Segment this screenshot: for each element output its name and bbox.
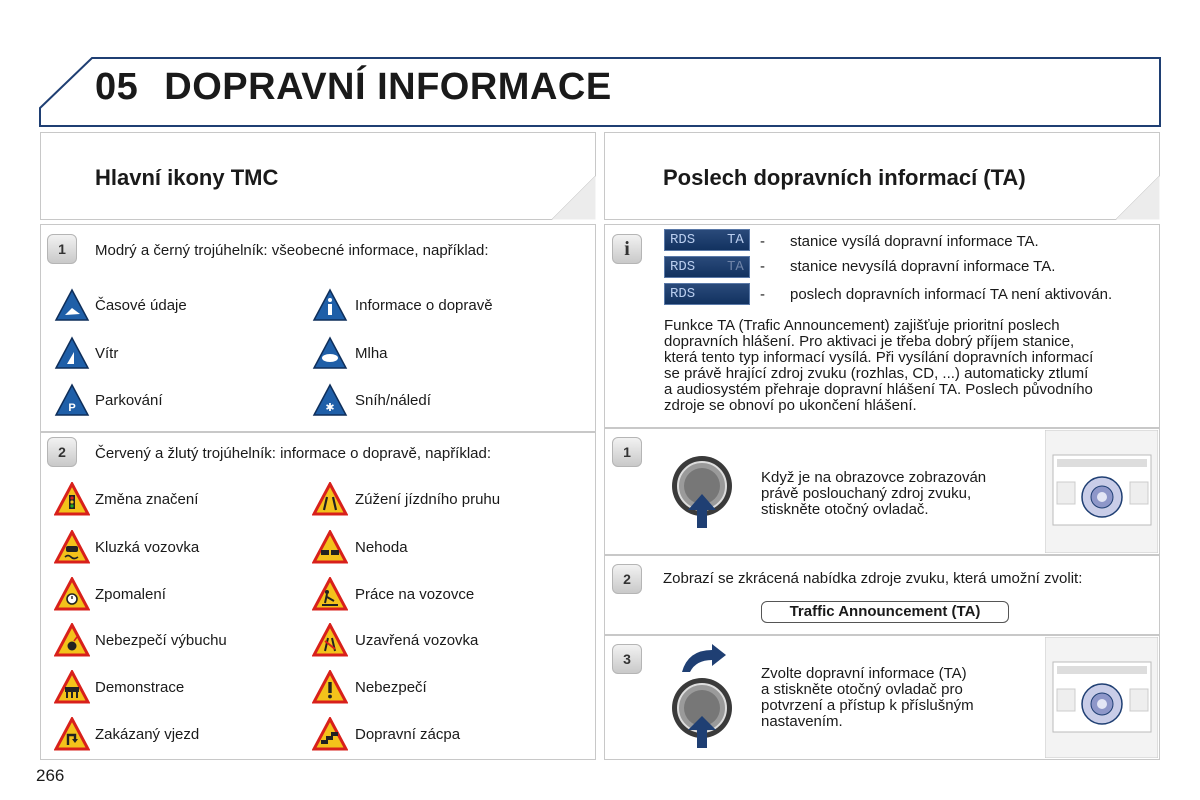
right-step-2-badge: 2 xyxy=(612,564,642,594)
wind-icon xyxy=(54,336,90,370)
step-2-text: Červený a žlutý trojúhelník: informace o dopravě, například: xyxy=(95,445,492,462)
description-line: Funkce TA (Trafic Announcement) zajišťuje prioritní poslech xyxy=(664,317,1060,334)
step-2-box xyxy=(604,555,1160,635)
info-badge: i xyxy=(612,234,642,264)
parking-icon xyxy=(54,383,90,417)
rds-label: RDS xyxy=(670,259,696,275)
road-closed-icon xyxy=(312,623,348,657)
step-3-line: a stiskněte otočný ovladač pro xyxy=(761,681,963,698)
info-icon xyxy=(312,288,348,322)
traffic-announcement-menu-item[interactable]: Traffic Announcement (TA) xyxy=(761,601,1009,623)
demonstration-icon xyxy=(54,670,90,704)
chapter-heading xyxy=(95,66,612,109)
step-1-text: Modrý a černý trojúhelník: všeobecné informace, například: xyxy=(95,242,489,259)
description-line: která tento typ informací vysílá. Při vysílání dopravních informací xyxy=(664,349,1094,366)
dash: - xyxy=(760,258,765,275)
rds-ta-inactive-display xyxy=(664,256,750,278)
blue-label-5: Parkování xyxy=(95,392,163,409)
right-section-title: Poslech dopravních informací (TA) xyxy=(663,165,1026,190)
ta-label: TA xyxy=(727,232,744,248)
red-label-12: Dopravní zácpa xyxy=(355,726,461,743)
right-step-2-text: Zobrazí se zkrácená nabídka zdroje zvuku, která umožní zvolit: xyxy=(663,570,1083,587)
svg-text:✱: ✱ xyxy=(325,401,335,414)
description-line: a audiosystém přehraje dopravní hlášení TA. Poslech původního xyxy=(664,381,1093,398)
rds-ta-active-display xyxy=(664,229,750,251)
danger-icon xyxy=(312,670,348,704)
dash: - xyxy=(760,286,765,303)
blue-label-6: Sníh/náledí xyxy=(355,392,431,409)
step-1-line: Když je na obrazovce zobrazován xyxy=(761,469,987,486)
traffic-light-icon xyxy=(54,482,90,516)
red-label-5: Zpomalení xyxy=(95,586,166,603)
left-section-title: Hlavní ikony TMC xyxy=(95,165,279,190)
right-step-1-text xyxy=(761,470,986,518)
rds-only-display xyxy=(664,283,750,305)
chapter-number: 05 xyxy=(95,66,139,108)
red-label-9: Demonstrace xyxy=(95,679,185,696)
traffic-jam-icon xyxy=(312,717,348,751)
svg-text:P: P xyxy=(68,402,76,414)
step-1-line: stiskněte otočný ovladač. xyxy=(761,501,929,518)
header-frame xyxy=(0,0,1200,130)
red-label-6: Práce na vozovce xyxy=(355,586,475,603)
description-line: zdroje se obnoví po ukončení hlášení. xyxy=(664,397,917,414)
red-label-3: Kluzká vozovka xyxy=(95,539,200,556)
snowflake-icon xyxy=(312,383,348,417)
dash: - xyxy=(760,233,765,250)
rds-label: RDS xyxy=(670,232,696,248)
red-label-2: Zúžení jízdního pruhu xyxy=(355,491,501,508)
blue-label-1: Časové údaje xyxy=(95,297,187,314)
roadworks-icon xyxy=(312,577,348,611)
blue-label-4: Mlha xyxy=(355,345,388,362)
rds-label: RDS xyxy=(670,286,696,302)
explosion-icon xyxy=(54,623,90,657)
step-3-line: potvrzení a přístup k příslušným xyxy=(761,697,974,714)
rotary-knob-turn-press-icon xyxy=(668,642,738,750)
red-label-4: Nehoda xyxy=(355,539,408,556)
lane-narrowing-icon xyxy=(312,482,348,516)
step-2-badge: 2 xyxy=(47,437,77,467)
rds-state-2-text: stanice nevysílá dopravní informace TA. xyxy=(790,258,1056,275)
slowdown-icon xyxy=(54,577,90,611)
step-3-line: nastavením. xyxy=(761,713,843,730)
blue-label-2: Informace o dopravě xyxy=(355,297,493,314)
accident-icon xyxy=(312,530,348,564)
ta-description xyxy=(664,318,1093,414)
fog-icon xyxy=(312,336,348,370)
rds-state-3-text: poslech dopravních informací TA není aktivován. xyxy=(790,286,1113,303)
audio-panel-icon xyxy=(1045,430,1158,553)
blue-label-3: Vítr xyxy=(95,345,119,362)
step-1-line: právě poslouchaný zdroj zvuku, xyxy=(761,485,972,502)
description-line: se právě hrající zdroj zvuku (rozhlas, CD, ...) automaticky ztlumí xyxy=(664,365,1089,382)
red-label-8: Uzavřená vozovka xyxy=(355,632,479,649)
slippery-road-icon xyxy=(54,530,90,564)
red-label-1: Změna značení xyxy=(95,491,199,508)
red-label-10: Nebezpečí xyxy=(355,679,427,696)
rds-state-1-text: stanice vysílá dopravní informace TA. xyxy=(790,233,1039,250)
right-step-3-badge: 3 xyxy=(612,644,642,674)
clock-icon xyxy=(54,288,90,322)
audio-panel-icon xyxy=(1045,637,1158,758)
right-step-3-text xyxy=(761,666,974,730)
step-1-badge: 1 xyxy=(47,234,77,264)
page-number: 266 xyxy=(36,766,65,785)
chapter-title: DOPRAVNÍ INFORMACE xyxy=(164,66,612,108)
right-step-1-badge: 1 xyxy=(612,437,642,467)
description-line: dopravních hlášení. Pro aktivaci je třeba dobrý příjem stanice, xyxy=(664,333,1075,350)
step-3-line: Zvolte dopravní informace (TA) xyxy=(761,665,967,682)
red-label-7: Nebezpečí výbuchu xyxy=(95,632,227,649)
ta-label: TA xyxy=(727,259,744,275)
no-entry-icon xyxy=(54,717,90,751)
red-label-11: Zakázaný vjezd xyxy=(95,726,200,743)
rotary-knob-press-icon xyxy=(668,454,738,530)
